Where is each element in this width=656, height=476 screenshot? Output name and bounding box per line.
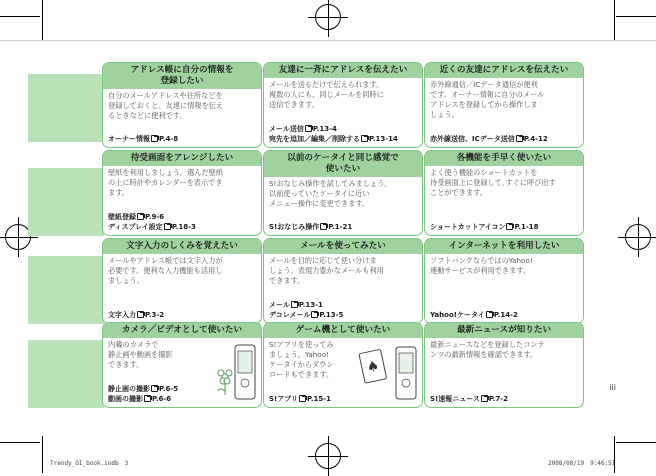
card-title: アドレス帳に自分の情報を 登録したい <box>103 63 261 89</box>
tip-card-arrange-standby <box>102 150 262 236</box>
crop-mark <box>614 0 615 40</box>
page-ref-icon <box>305 125 312 132</box>
page-ref-icon <box>144 395 151 402</box>
card-description: メールを目的に応じて使い分けま しょう。表現力豊かなメールも利用 できます。 <box>269 256 384 285</box>
card-title: 最新ニュースが知りたい <box>425 323 583 338</box>
tip-card-news <box>424 322 584 408</box>
svg-text:♠: ♠ <box>365 358 381 377</box>
card-description: メールを送るだけで伝えられます。 複数の人にも、同じメールを同時に 送信できます。 <box>269 80 384 109</box>
tip-card-camera-video <box>102 322 262 408</box>
page-ref-icon <box>486 311 493 318</box>
page-ref-icon <box>311 311 318 318</box>
tip-card-game <box>263 322 423 408</box>
tip-card-send-address-nearby <box>424 62 584 148</box>
page-reference-link[interactable]: S!おなじみ操作 P.1-21 <box>269 223 353 231</box>
tip-card-internet <box>424 238 584 324</box>
card-description: 赤外線通信／ICデータ通信が便利 です。オーナー情報に自分のメール アドレスを登録してから操作しま しょう。 <box>430 80 545 119</box>
game-phone-illustration <box>356 343 420 403</box>
card-description: S!おなじみ操作を試してみましょう。 以前使っていたケータイに近い メニュー操作に変更できます。 <box>269 179 392 208</box>
card-title: カメラ／ビデオとして使いたい <box>103 323 261 338</box>
registration-mark-icon <box>625 224 651 250</box>
crop-mark <box>0 40 656 41</box>
crop-mark <box>616 442 656 443</box>
tip-card-register-own-info <box>102 62 262 148</box>
page-reference-link[interactable]: S!アプリ P.15-1 <box>269 395 331 403</box>
page-reference-link[interactable]: デコレメール P.13-5 <box>269 311 344 319</box>
card-description: ソフトバンクならではのYahoo! 連動サービスが利用できます。 <box>430 256 533 275</box>
page-reference-link[interactable]: Yahoo!ケータイ P.14-2 <box>430 311 518 319</box>
registration-mark-icon <box>315 4 341 30</box>
card-title: メールを使ってみたい <box>264 239 422 254</box>
page-ref-icon <box>320 223 327 230</box>
page-ref-icon <box>291 301 298 308</box>
card-description: 最新ニュースなどを登録したコンテ ンツの最新情報を確認できます。 <box>430 340 545 359</box>
card-title: 近くの友達にアドレスを伝えたい <box>425 63 583 78</box>
crop-mark <box>42 436 43 473</box>
card-title: 文字入力のしくみを覚えたい <box>103 239 261 254</box>
tip-card-send-address-all <box>263 62 423 148</box>
card-title: 各機能を手早く使いたい <box>425 151 583 166</box>
footer-file-info: Trendy_OI_book.indb 3 <box>50 460 129 467</box>
page-number: iii <box>609 383 616 392</box>
page-reference-link[interactable]: 壁紙登録 P.9-6 <box>108 213 165 221</box>
card-description: 内蔵のカメラで 静止画や動画を撮影 できます。 <box>108 340 173 369</box>
card-description: よく使う機能のショートカットを 待受画面上に登録して､すぐに呼び出す ことができます。 <box>430 168 556 197</box>
card-description: S!アプリを使ってみ ましょう。Yahoo! ケータイからダウン ロードもできます。 <box>269 340 334 379</box>
registration-mark-icon <box>315 443 341 469</box>
tip-card-use-mail <box>263 238 423 324</box>
page-ref-icon <box>481 395 488 402</box>
page-ref-icon <box>299 395 306 402</box>
side-tab <box>28 168 104 236</box>
crop-mark <box>614 436 615 473</box>
card-title: インターネットを利用したい <box>425 239 583 254</box>
side-tab <box>28 256 104 324</box>
page-ref-icon <box>506 223 513 230</box>
card-title: 待受画面をアレンジしたい <box>103 151 261 166</box>
page-ref-icon <box>361 135 368 142</box>
page-ref-icon <box>137 311 144 318</box>
page-reference-link[interactable]: ショートカットアイコン P.1-18 <box>430 223 539 231</box>
page-ref-icon <box>137 213 144 220</box>
card-description: メールやアドレス帳では文字入力が 必要です。便利な入力機能も活用し ましょう。 <box>108 256 223 285</box>
crop-mark <box>0 16 40 17</box>
card-description: 自分のメールアドレスや住所などを 登録しておくと、友達に情報を伝え るときなどに便利です。 <box>108 91 224 120</box>
crop-mark <box>616 16 656 17</box>
page-reference-link[interactable]: 赤外線送信、ICデータ送信 P.4-12 <box>430 135 548 143</box>
card-title: ゲーム機として使いたい <box>264 323 422 338</box>
page-reference-link[interactable]: オーナー情報 P.4-8 <box>108 135 179 143</box>
card-title: 友達に一斉にアドレスを伝えたい <box>264 63 422 78</box>
page-ref-icon <box>516 135 523 142</box>
card-title: 以前のケータイと同じ感覚で 使いたい <box>264 151 422 177</box>
tip-card-familiar-operation <box>263 150 423 236</box>
side-tab <box>28 74 104 142</box>
page-reference-link[interactable]: 宛先を追加／編集／削除する P.13-14 <box>269 135 398 143</box>
tip-card-text-input <box>102 238 262 324</box>
camera-phone-flower-illustration <box>215 343 259 403</box>
page-ref-icon <box>151 135 158 142</box>
page-ref-icon <box>151 385 158 392</box>
page-reference-link[interactable]: メール送信 P.13-4 <box>269 125 337 133</box>
tip-card-quick-functions <box>424 150 584 236</box>
page-reference-link[interactable]: 静止画の撮影 P.6-5 <box>108 385 179 393</box>
side-tab <box>28 340 104 408</box>
page-reference-link[interactable]: ディスプレイ設定 P.18-3 <box>108 223 196 231</box>
page-reference-link[interactable]: S!速報ニュース P.7-2 <box>430 395 509 403</box>
crop-mark <box>0 442 40 443</box>
page-reference-link[interactable]: メール P.13-1 <box>269 301 323 309</box>
page-reference-link[interactable]: 文字入力 P.3-2 <box>108 311 165 319</box>
page-ref-icon <box>164 223 171 230</box>
crop-mark <box>42 0 43 40</box>
card-description: 壁紙を利用しましょう。選んだ壁紙 の上に時計やカレンダーを表示でき ます。 <box>108 168 224 197</box>
page-reference-link[interactable]: 動画の撮影 P.6-6 <box>108 395 172 403</box>
footer-timestamp: 2008/08/19 9:46:51 <box>548 460 616 467</box>
